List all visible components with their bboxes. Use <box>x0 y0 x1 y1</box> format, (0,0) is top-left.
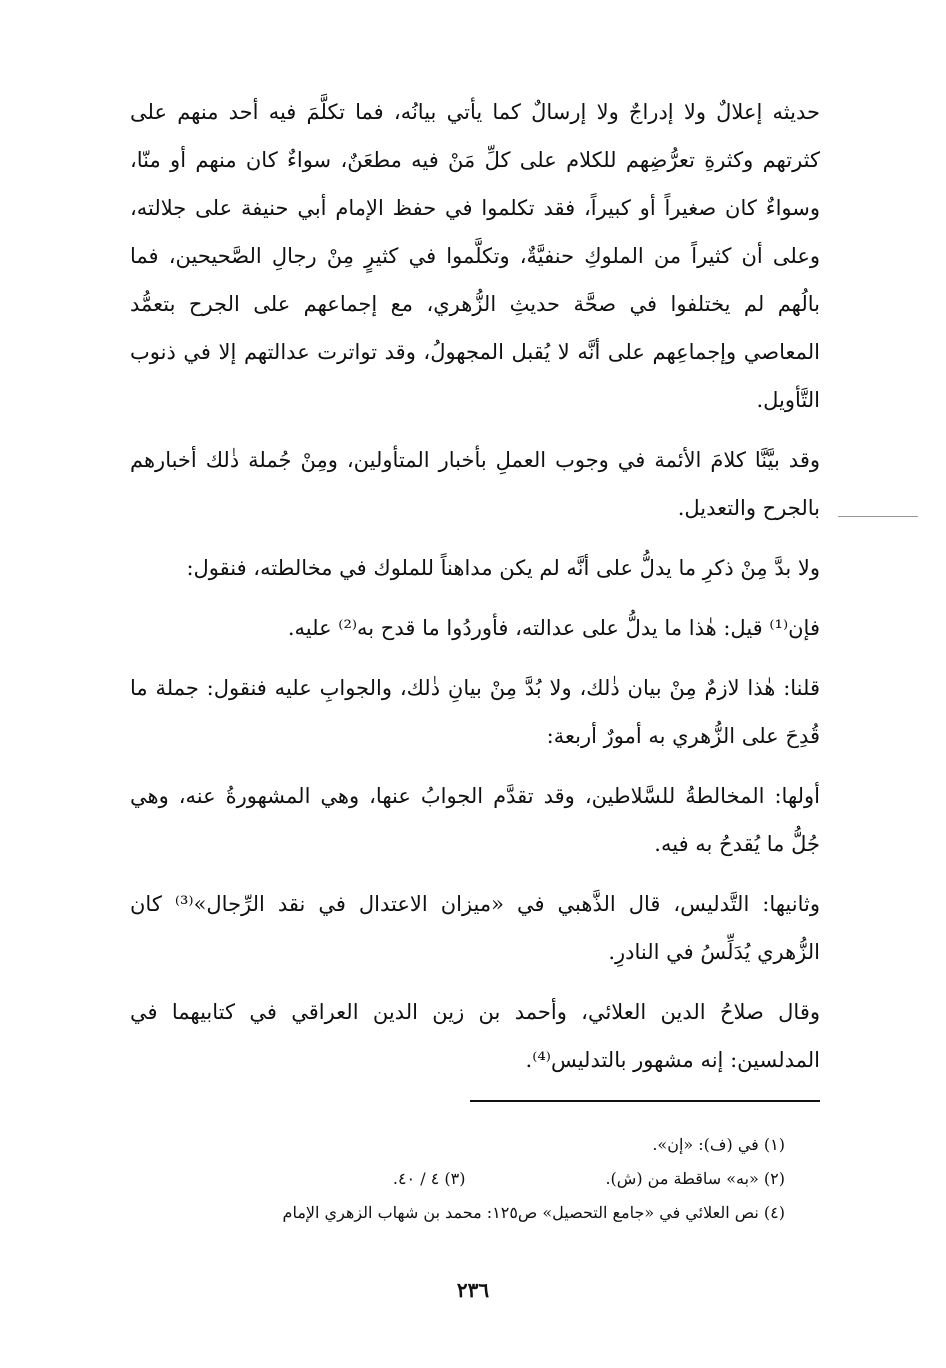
page-number: ٢٣٦ <box>456 1278 490 1302</box>
paragraph-8: وقال صلاحُ الدين العلائي، وأحمد بن زين الدين العراقي في كتابيهما في المدلسين: إنه مشهور بالتدليس⁽⁴⁾. <box>130 1000 820 1072</box>
footnote-row <box>130 1162 785 1196</box>
footnote-separator <box>470 1100 820 1102</box>
footnotes <box>130 1128 785 1230</box>
footnote-2: (٢) «به» ساقطة من (ش). <box>605 1169 785 1188</box>
footnote-3: (٣) ٤ / ٤٠. <box>392 1169 466 1188</box>
paragraph-4: فإن⁽¹⁾ قيل: هٰذا ما يدلُّ على عدالته، فأوردُوا ما قدح به⁽²⁾ عليه. <box>287 616 820 640</box>
scan-mark <box>838 516 918 517</box>
footnote-4: (٤) نص العلائي في «جامع التحصيل» ص١٢٥: محمد بن شهاب الزهري الإمام <box>282 1203 785 1222</box>
paragraph-6: أولها: المخالطةُ للسَّلاطين، وقد تقدَّم الجوابُ عنها، وهي المشهورةُ عنه، وهي جُلُّ ما يُقدحُ به فيه. <box>130 784 820 856</box>
paragraph-2: وقد بيَّنَّا كلامَ الأئمة في وجوب العملِ بأخبار المتأولين، ومِنْ جُملة ذٰلك أخبارهم بالجرح والتعديل. <box>130 448 820 520</box>
footnote-1: (١) في (ف): «إن». <box>652 1135 785 1154</box>
paragraph-1: حديثه إعلالٌ ولا إدراجٌ ولا إرسالٌ كما يأتي بيانُه، فما تكلَّمَ فيه أحد منهم على كثرتهم وكثرةِ تعرُّضِهم للكلام على كلِّ مَنْ فيه مطعَنٌ، سواءٌ كان منهم أو منّا، وسواءٌ كان صغيراً أو كبيراً، فقد تكلموا في حفظ الإمام أبي حنيفة على جلالته، وعلى أن كثيراً من الملوكِ حنفيَّةٌ، وتكلَّموا في كثيرٍ مِنْ رجالِ الصَّحيحين، فما بالُهم لم يختلفوا في صحَّة حديثِ الزُّهري، مع إجماعهم على الجرح بتعمُّد المعاصي وإجماعِهم على أنَّه لا يُقبل المجهولُ، وقد تواترت عدالتهم إلا في ذنوب التَّأويل. <box>130 100 820 412</box>
paragraph-5: قلنا: هٰذا لازمٌ مِنْ بيان ذٰلك، ولا بُدَّ مِنْ بيانِ ذٰلك، والجوابِ عليه فنقول: جملة ما قُدِحَ على الزُّهري به أمورٌ أربعة: <box>130 676 820 748</box>
paragraph-7: وثانيها: التَّدليس، قال الذَّهبي في «ميزان الاعتدال في نقد الرِّجال»⁽³⁾ كان الزُّهري يُدَلِّسُ في النادرِ. <box>130 892 820 964</box>
main-text <box>130 88 820 1084</box>
paragraph-3: ولا بدَّ مِنْ ذكرِ ما يدلُّ على أنَّه لم يكن مداهناً للملوك في مخالطته، فنقول: <box>186 556 820 580</box>
